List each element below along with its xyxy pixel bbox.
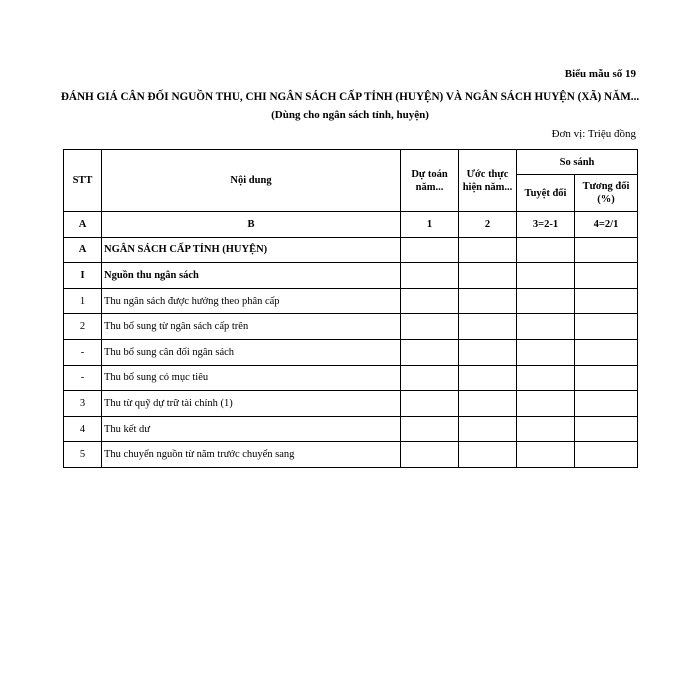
index-cell: B xyxy=(102,212,401,238)
value-cell xyxy=(401,416,459,442)
budget-table xyxy=(63,149,638,468)
row-content: NGÂN SÁCH CẤP TỈNH (HUYỆN) xyxy=(102,237,401,263)
index-cell: 1 xyxy=(401,212,459,238)
table-row xyxy=(64,237,638,263)
table-row xyxy=(64,416,638,442)
value-cell xyxy=(517,314,575,340)
value-cell xyxy=(459,339,517,365)
table-row xyxy=(64,263,638,289)
value-cell xyxy=(575,416,638,442)
row-stt: 4 xyxy=(64,416,102,442)
row-content: Thu ngân sách được hưởng theo phân cấp xyxy=(102,288,401,314)
row-stt: 3 xyxy=(64,391,102,417)
value-cell xyxy=(401,365,459,391)
value-cell xyxy=(459,365,517,391)
value-cell xyxy=(459,416,517,442)
row-content: Thu bổ sung từ ngân sách cấp trên xyxy=(102,314,401,340)
value-cell xyxy=(401,288,459,314)
index-cell: A xyxy=(64,212,102,238)
table-row xyxy=(64,314,638,340)
value-cell xyxy=(459,442,517,468)
document-subtitle: (Dùng cho ngân sách tỉnh, huyện) xyxy=(271,109,429,121)
value-cell xyxy=(517,442,575,468)
value-cell xyxy=(575,339,638,365)
value-cell xyxy=(401,263,459,289)
header-estimate: Dự toán năm... xyxy=(401,150,459,212)
row-content: Thu chuyển nguồn từ năm trước chuyển sang xyxy=(102,442,401,468)
value-cell xyxy=(517,339,575,365)
index-cell: 4=2/1 xyxy=(575,212,638,238)
value-cell xyxy=(517,416,575,442)
row-stt: - xyxy=(64,339,102,365)
index-row xyxy=(64,212,638,238)
value-cell xyxy=(459,391,517,417)
header-actual: Ước thực hiện năm... xyxy=(459,150,517,212)
row-content: Thu kết dư xyxy=(102,416,401,442)
value-cell xyxy=(575,288,638,314)
form-number: Biểu mẫu số 19 xyxy=(564,68,636,80)
value-cell xyxy=(517,391,575,417)
table-row xyxy=(64,365,638,391)
table-row xyxy=(64,442,638,468)
index-cell: 3=2-1 xyxy=(517,212,575,238)
value-cell xyxy=(401,391,459,417)
row-content: Thu bổ sung cân đối ngân sách xyxy=(102,339,401,365)
row-content: Thu bổ sung có mục tiêu xyxy=(102,365,401,391)
row-stt: 1 xyxy=(64,288,102,314)
table-row xyxy=(64,288,638,314)
value-cell xyxy=(575,391,638,417)
value-cell xyxy=(575,442,638,468)
value-cell xyxy=(517,237,575,263)
header-stt: STT xyxy=(64,150,102,212)
row-stt: 2 xyxy=(64,314,102,340)
row-stt: A xyxy=(64,237,102,263)
value-cell xyxy=(401,314,459,340)
row-stt: - xyxy=(64,365,102,391)
row-content: Nguồn thu ngân sách xyxy=(102,263,401,289)
value-cell xyxy=(459,314,517,340)
unit-label: Đơn vị: Triệu đồng xyxy=(551,128,636,140)
row-stt: 5 xyxy=(64,442,102,468)
value-cell xyxy=(401,442,459,468)
index-cell: 2 xyxy=(459,212,517,238)
value-cell xyxy=(575,314,638,340)
value-cell xyxy=(575,263,638,289)
value-cell xyxy=(517,263,575,289)
value-cell xyxy=(401,237,459,263)
value-cell xyxy=(459,237,517,263)
table-row xyxy=(64,339,638,365)
header-relative: Tương đối (%) xyxy=(575,175,638,212)
row-content: Thu từ quỹ dự trữ tài chính (1) xyxy=(102,391,401,417)
value-cell xyxy=(575,365,638,391)
value-cell xyxy=(401,339,459,365)
value-cell xyxy=(459,288,517,314)
document-title: ĐÁNH GIÁ CÂN ĐỐI NGUỒN THU, CHI NGÂN SÁCH CẤP TỈNH (HUYỆN) VÀ NGÂN SÁCH HUYỆN (XÃ) NĂM... xyxy=(60,91,640,103)
row-stt: I xyxy=(64,263,102,289)
value-cell xyxy=(517,365,575,391)
header-compare: So sánh xyxy=(517,150,638,175)
header-absolute: Tuyệt đối xyxy=(517,175,575,212)
value-cell xyxy=(459,263,517,289)
header-content: Nội dung xyxy=(102,150,401,212)
table-row xyxy=(64,391,638,417)
value-cell xyxy=(517,288,575,314)
value-cell xyxy=(575,237,638,263)
